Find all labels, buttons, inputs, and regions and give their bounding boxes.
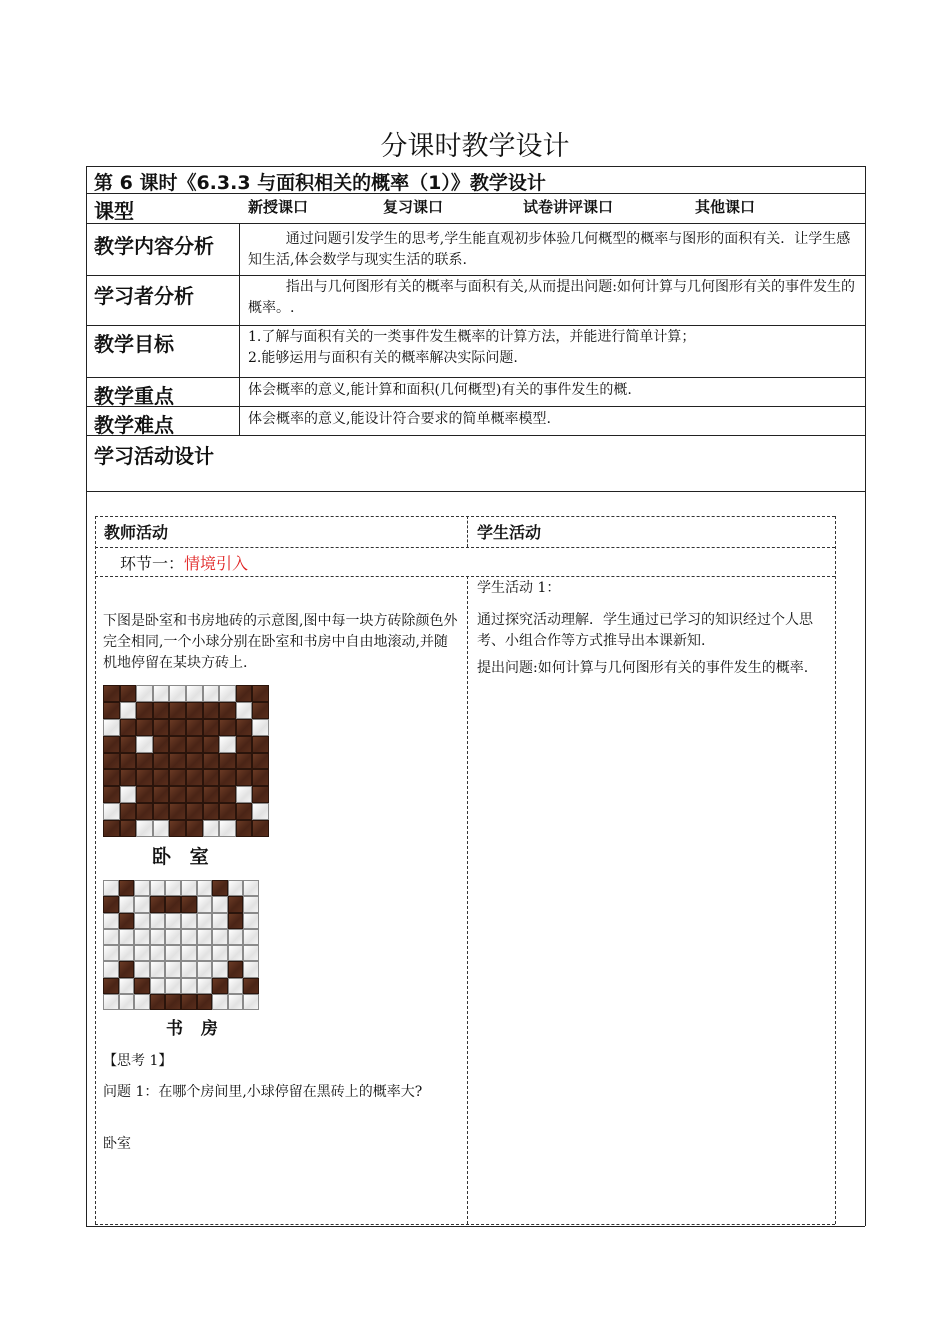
dark-tile xyxy=(219,702,236,719)
light-tile xyxy=(243,880,259,896)
light-tile xyxy=(181,880,197,896)
light-tile xyxy=(150,978,166,994)
dark-tile xyxy=(252,702,269,719)
dark-tile xyxy=(236,820,253,837)
dark-tile xyxy=(153,736,170,753)
dark-tile xyxy=(150,994,166,1010)
dark-tile xyxy=(186,820,203,837)
dark-tile xyxy=(169,753,186,770)
light-tile xyxy=(243,913,259,929)
dark-tile xyxy=(186,786,203,803)
content-analysis-label: 教学内容分析 xyxy=(94,234,214,258)
light-tile xyxy=(165,945,181,961)
dark-tile xyxy=(212,880,228,896)
light-tile xyxy=(181,929,197,945)
light-tile xyxy=(153,685,170,702)
table-border-right xyxy=(865,166,866,1226)
dark-tile xyxy=(236,719,253,736)
dark-tile xyxy=(203,786,220,803)
dark-tile xyxy=(228,961,244,977)
stage-name: 情境引入 xyxy=(184,554,249,573)
light-tile xyxy=(212,961,228,977)
dark-tile xyxy=(103,820,120,837)
dark-tile xyxy=(136,719,153,736)
student-activity-label: 学生活动 1： xyxy=(477,580,561,596)
light-tile xyxy=(236,786,253,803)
light-tile xyxy=(197,945,213,961)
light-tile xyxy=(120,786,137,803)
dark-tile xyxy=(203,769,220,786)
row-divider xyxy=(86,406,865,407)
light-tile xyxy=(165,978,181,994)
light-tile xyxy=(103,994,119,1010)
dark-tile xyxy=(119,880,135,896)
dark-tile xyxy=(243,978,259,994)
light-tile xyxy=(103,719,120,736)
light-tile xyxy=(212,945,228,961)
light-tile xyxy=(119,929,135,945)
light-tile xyxy=(236,702,253,719)
light-tile xyxy=(243,929,259,945)
dark-tile xyxy=(236,736,253,753)
light-tile xyxy=(228,978,244,994)
dark-tile xyxy=(169,769,186,786)
light-tile xyxy=(203,685,220,702)
row-divider xyxy=(86,435,865,436)
difficulties-label: 教学难点 xyxy=(94,413,174,437)
dark-tile xyxy=(203,803,220,820)
light-tile xyxy=(219,736,236,753)
light-tile xyxy=(219,820,236,837)
dark-tile xyxy=(236,685,253,702)
light-tile xyxy=(165,913,181,929)
course-type-other[interactable]: 其他课口 xyxy=(695,198,756,216)
light-tile xyxy=(134,896,150,912)
dark-tile xyxy=(119,961,135,977)
light-tile xyxy=(228,994,244,1010)
dark-tile xyxy=(203,753,220,770)
dark-tile xyxy=(219,719,236,736)
dark-tile xyxy=(134,978,150,994)
dark-tile xyxy=(120,803,137,820)
activity-table-top xyxy=(95,516,835,517)
lesson-title: 第 6 课时《6.3.3 与面积相关的概率（1）》教学设计 xyxy=(94,172,546,194)
light-tile xyxy=(150,929,166,945)
light-tile xyxy=(103,961,119,977)
dark-tile xyxy=(181,896,197,912)
light-tile xyxy=(212,929,228,945)
course-type-label: 课型 xyxy=(94,199,134,223)
objective-item-1: 1.了解与面积有关的一类事件发生概率的计算方法，并能进行简单计算； xyxy=(248,329,696,345)
objectives-label: 教学目标 xyxy=(94,332,174,356)
dark-tile xyxy=(203,719,220,736)
light-tile xyxy=(197,913,213,929)
question-1: 问题 1：在哪个房间里,小球停留在黑砖上的概率大? xyxy=(103,1084,423,1100)
light-tile xyxy=(169,685,186,702)
light-tile xyxy=(165,880,181,896)
dark-tile xyxy=(236,769,253,786)
course-type-exam-review[interactable]: 试卷讲评课口 xyxy=(523,198,614,216)
light-tile xyxy=(150,945,166,961)
light-tile xyxy=(103,929,119,945)
dark-tile xyxy=(186,702,203,719)
student-text-2: 提出问题:如何计算与几何图形有关的事件发生的概率. xyxy=(477,660,809,676)
light-tile xyxy=(243,994,259,1010)
dark-tile xyxy=(119,913,135,929)
light-tile xyxy=(165,929,181,945)
doc-title: 分课时教学设计 xyxy=(380,131,570,162)
dark-tile xyxy=(181,994,197,1010)
light-tile xyxy=(120,702,137,719)
activity-table-right xyxy=(835,516,836,1224)
light-tile xyxy=(119,978,135,994)
light-tile xyxy=(181,961,197,977)
dark-tile xyxy=(252,769,269,786)
dark-tile xyxy=(186,753,203,770)
row-divider xyxy=(86,377,865,378)
activity-table-left xyxy=(95,516,96,1224)
dark-tile xyxy=(136,753,153,770)
stage-heading xyxy=(120,551,248,574)
light-tile xyxy=(119,945,135,961)
light-tile xyxy=(252,719,269,736)
row-divider xyxy=(86,491,865,492)
light-tile xyxy=(228,929,244,945)
row-divider xyxy=(86,275,865,276)
light-tile xyxy=(197,929,213,945)
light-tile xyxy=(150,961,166,977)
dark-tile xyxy=(219,769,236,786)
light-tile xyxy=(219,685,236,702)
dark-tile xyxy=(228,896,244,912)
dark-tile xyxy=(203,702,220,719)
light-tile xyxy=(203,820,220,837)
dark-tile xyxy=(219,803,236,820)
dark-tile xyxy=(103,769,120,786)
dark-tile xyxy=(169,719,186,736)
column-divider xyxy=(239,223,240,435)
answer-1: 卧室 xyxy=(103,1136,131,1152)
light-tile xyxy=(181,978,197,994)
light-tile xyxy=(186,685,203,702)
student-text-1: 通过探究活动理解．学生通过已学习的知识经过个人思考、小组合作等方式推导出本课新知. xyxy=(477,612,813,649)
light-tile xyxy=(136,736,153,753)
dark-tile xyxy=(153,786,170,803)
light-tile xyxy=(228,880,244,896)
study-tile-grid xyxy=(103,880,259,1010)
light-tile xyxy=(181,913,197,929)
dark-tile xyxy=(120,769,137,786)
light-tile xyxy=(136,685,153,702)
course-type-review[interactable]: 复习课口 xyxy=(383,198,444,216)
dark-tile xyxy=(153,753,170,770)
dark-tile xyxy=(165,896,181,912)
dark-tile xyxy=(186,769,203,786)
dark-tile xyxy=(136,786,153,803)
dark-tile xyxy=(153,702,170,719)
bedroom-tile-grid xyxy=(103,685,269,837)
dark-tile xyxy=(252,685,269,702)
light-tile xyxy=(197,978,213,994)
dark-tile xyxy=(153,769,170,786)
activity-table-divider xyxy=(95,576,835,577)
teacher-intro-text: 下图是卧室和书房地砖的示意图,图中每一块方砖除颜色外完全相同,一个小球分别在卧室和书房中自由地滚动,并随机地停留在某块方砖上. xyxy=(103,613,458,671)
objective-item-2: 2.能够运用与面积有关的概率解决实际问题. xyxy=(248,350,518,366)
dark-tile xyxy=(136,702,153,719)
light-tile xyxy=(212,994,228,1010)
activity-table-bottom xyxy=(95,1224,835,1225)
dark-tile xyxy=(103,736,120,753)
dark-tile xyxy=(120,685,137,702)
dark-tile xyxy=(103,753,120,770)
table-border-left xyxy=(86,166,87,1226)
table-border-top xyxy=(86,166,865,167)
light-tile xyxy=(243,896,259,912)
dark-tile xyxy=(136,769,153,786)
dark-tile xyxy=(120,719,137,736)
study-caption: 书 房 xyxy=(166,1019,224,1039)
think-label: 【思考 1】 xyxy=(103,1053,173,1069)
teacher-activity-header: 教师活动 xyxy=(104,523,169,542)
light-tile xyxy=(243,961,259,977)
key-points-text: 体会概率的意义,能计算和面积(几何概型)有关的事件发生的概. xyxy=(248,382,632,398)
dark-tile xyxy=(203,736,220,753)
stage-prefix: 环节一： xyxy=(120,554,185,573)
dark-tile xyxy=(186,803,203,820)
light-tile xyxy=(103,880,119,896)
light-tile xyxy=(103,913,119,929)
dark-tile xyxy=(103,978,119,994)
table-border-bottom xyxy=(86,1226,865,1227)
dark-tile xyxy=(236,753,253,770)
dark-tile xyxy=(120,736,137,753)
dark-tile xyxy=(136,803,153,820)
light-tile xyxy=(103,803,120,820)
dark-tile xyxy=(252,786,269,803)
light-tile xyxy=(228,945,244,961)
light-tile xyxy=(150,913,166,929)
light-tile xyxy=(119,994,135,1010)
light-tile xyxy=(134,961,150,977)
bedroom-caption: 卧 室 xyxy=(152,846,215,868)
learner-analysis-label: 学习者分析 xyxy=(94,284,194,308)
dark-tile xyxy=(120,753,137,770)
light-tile xyxy=(103,945,119,961)
dark-tile xyxy=(252,820,269,837)
learner-analysis-text: 指出与几何图形有关的概率与面积有关,从而提出问题:如何计算与几何图形有关的事件发生的概率。. xyxy=(248,279,855,316)
dark-tile xyxy=(186,736,203,753)
light-tile xyxy=(252,803,269,820)
light-tile xyxy=(153,820,170,837)
dark-tile xyxy=(197,994,213,1010)
difficulties-text: 体会概率的意义,能设计符合要求的简单概率模型. xyxy=(248,411,551,427)
activity-column-divider xyxy=(467,516,468,547)
dark-tile xyxy=(219,753,236,770)
light-tile xyxy=(197,880,213,896)
dark-tile xyxy=(120,820,137,837)
dark-tile xyxy=(212,978,228,994)
light-tile xyxy=(197,961,213,977)
dark-tile xyxy=(103,685,120,702)
dark-tile xyxy=(169,702,186,719)
light-tile xyxy=(134,929,150,945)
light-tile xyxy=(134,945,150,961)
dark-tile xyxy=(103,702,120,719)
light-tile xyxy=(212,913,228,929)
light-tile xyxy=(136,820,153,837)
dark-tile xyxy=(103,896,119,912)
row-divider xyxy=(86,223,865,224)
content-analysis-text: 通过问题引发学生的思考,学生能直观初步体验几何概型的概率与图形的面积有关．让学生感知生活,体会数学与现实生活的联系. xyxy=(248,231,851,268)
light-tile xyxy=(243,945,259,961)
dark-tile xyxy=(169,803,186,820)
dark-tile xyxy=(169,736,186,753)
light-tile xyxy=(165,961,181,977)
activity-design-label: 学习活动设计 xyxy=(94,444,214,468)
dark-tile xyxy=(252,736,269,753)
dark-tile xyxy=(219,786,236,803)
light-tile xyxy=(150,880,166,896)
course-type-new[interactable]: 新授课口 xyxy=(248,198,309,216)
light-tile xyxy=(181,945,197,961)
light-tile xyxy=(197,896,213,912)
dark-tile xyxy=(153,719,170,736)
activity-column-divider xyxy=(467,576,468,1224)
dark-tile xyxy=(103,786,120,803)
key-points-label: 教学重点 xyxy=(94,384,174,408)
dark-tile xyxy=(169,786,186,803)
dark-tile xyxy=(186,719,203,736)
dark-tile xyxy=(236,803,253,820)
dark-tile xyxy=(150,896,166,912)
activity-table-divider xyxy=(95,547,835,548)
dark-tile xyxy=(153,803,170,820)
student-activity-header: 学生活动 xyxy=(477,523,542,542)
dark-tile xyxy=(169,820,186,837)
dark-tile xyxy=(252,753,269,770)
light-tile xyxy=(134,994,150,1010)
light-tile xyxy=(134,913,150,929)
row-divider xyxy=(86,325,865,326)
light-tile xyxy=(212,896,228,912)
light-tile xyxy=(134,880,150,896)
dark-tile xyxy=(228,913,244,929)
light-tile xyxy=(119,896,135,912)
dark-tile xyxy=(165,994,181,1010)
